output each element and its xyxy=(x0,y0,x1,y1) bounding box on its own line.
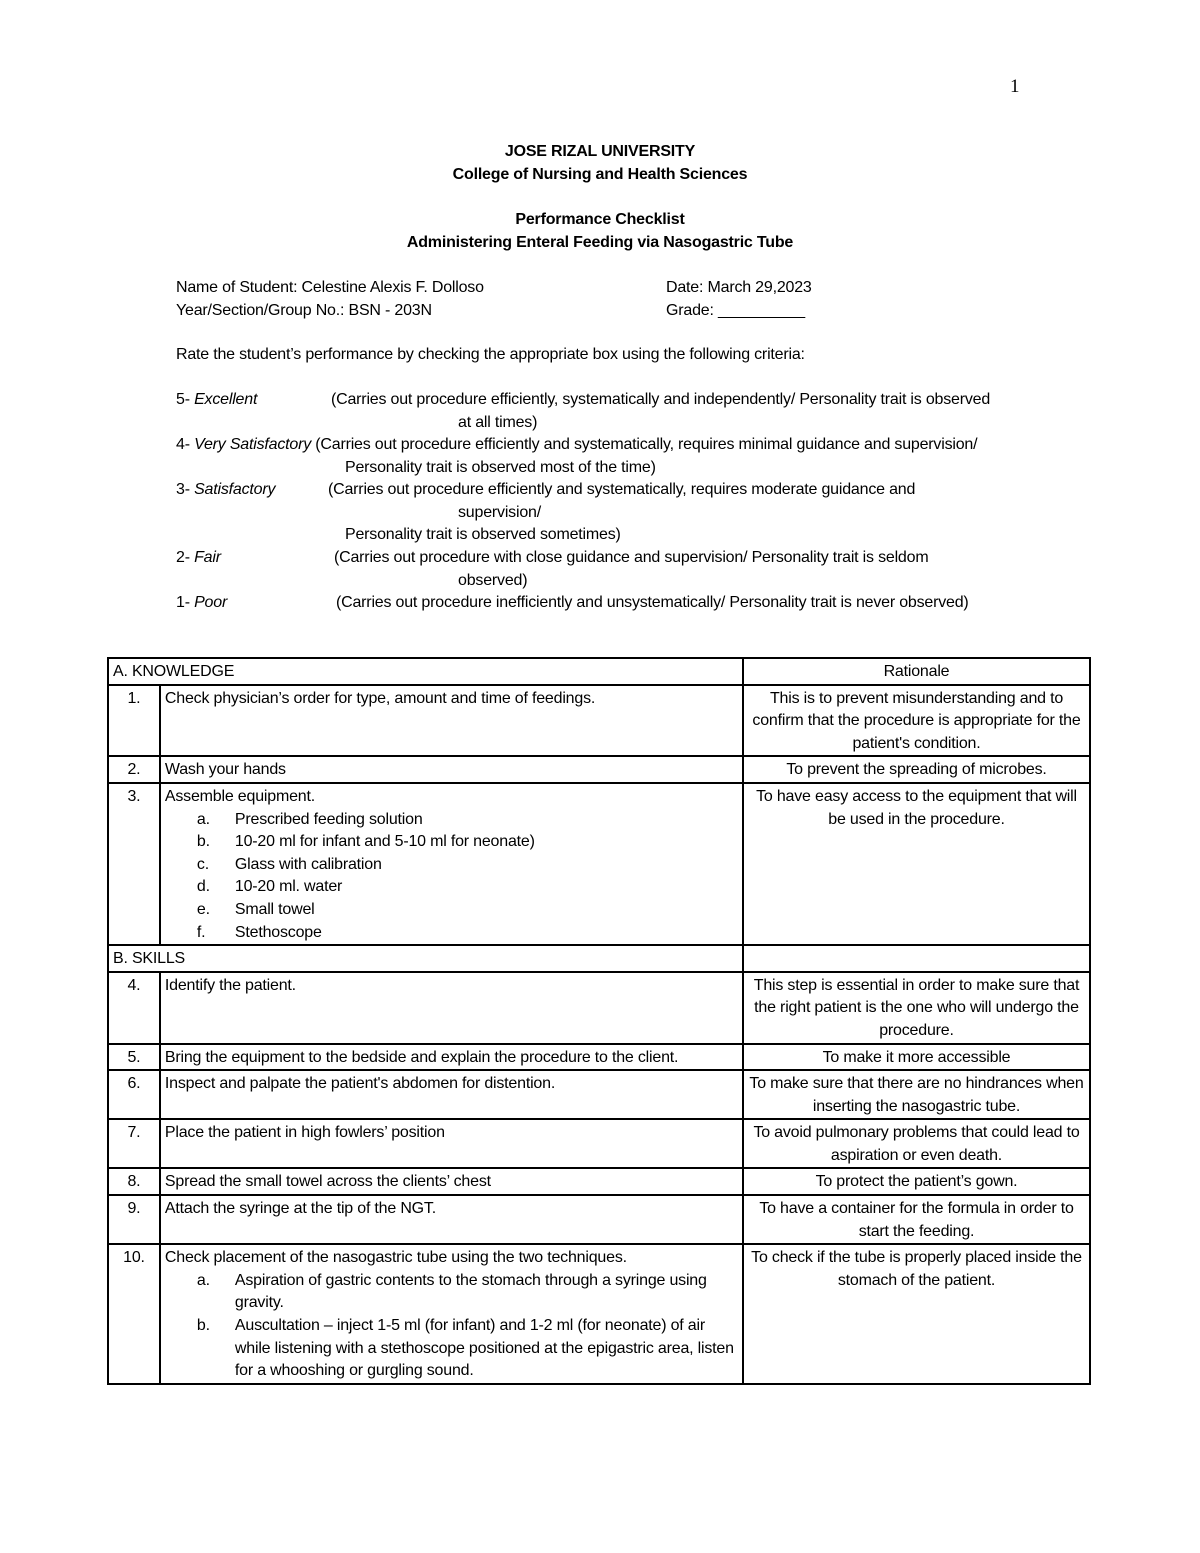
step-text: Bring the equipment to the bedside and explain the procedure to the client. xyxy=(160,1044,743,1071)
step-number: 5. xyxy=(108,1044,160,1071)
step-cell xyxy=(160,783,743,945)
procedure-title: Administering Enteral Feeding via Nasogastric Tube xyxy=(406,234,794,251)
criterion-1-label: Poor xyxy=(194,594,228,611)
date: Date: March 29,2023 xyxy=(666,279,812,296)
checklist-table xyxy=(107,657,1091,1385)
section-a-header-row xyxy=(108,658,1090,685)
criterion-3-desc-cont2: Personality trait is observed sometimes) xyxy=(345,526,621,543)
step-rationale: To protect the patient’s gown. xyxy=(743,1168,1090,1195)
step-text: Check physician’s order for type, amount and time of feedings. xyxy=(160,685,743,757)
year-section: Year/Section/Group No.: BSN - 203N xyxy=(176,302,432,319)
step-text: Inspect and palpate the patient's abdomen for distention. xyxy=(160,1070,743,1119)
step-text: Assemble equipment. xyxy=(164,787,315,805)
step-number: 3. xyxy=(108,783,160,945)
criterion-4-desc-cont: Personality trait is observed most of the time) xyxy=(345,459,656,476)
step-rationale: To have easy access to the equipment that will be used in the procedure. xyxy=(743,783,1090,945)
criterion-2-label: Fair xyxy=(194,549,221,566)
sub-item: a. Aspiration of gastric contents to the stomach through a syringe using gravity. xyxy=(196,1271,707,1312)
page-number: 1 xyxy=(1010,76,1020,97)
document-type: Performance Checklist xyxy=(515,211,685,228)
table-row xyxy=(108,756,1090,783)
step-number: 6. xyxy=(108,1070,160,1119)
table-row xyxy=(108,1044,1090,1071)
step-rationale: To make it more accessible xyxy=(743,1044,1090,1071)
step-rationale: To prevent the spreading of microbes. xyxy=(743,756,1090,783)
step-number: 9. xyxy=(108,1195,160,1244)
step-number: 2. xyxy=(108,756,160,783)
sub-item: e. Small towel xyxy=(196,900,315,918)
criterion-1-score: 1- Poor xyxy=(176,594,228,611)
empty-cell xyxy=(743,945,1090,972)
table-row xyxy=(108,1168,1090,1195)
criterion-2-desc: (Carries out procedure with close guidance and supervision/ Personality trait is seldom xyxy=(334,549,929,566)
criterion-5-desc: (Carries out procedure efficiently, systematically and independently/ Personality trait is observed xyxy=(331,391,991,408)
instructions: Rate the student’s performance by checking the appropriate box using the following criteria: xyxy=(176,346,805,363)
step-text: Spread the small towel across the clients’ chest xyxy=(160,1168,743,1195)
step-number: 1. xyxy=(108,685,160,757)
sub-item: f. Stethoscope xyxy=(196,923,322,941)
student-name: Name of Student: Celestine Alexis F. Dolloso xyxy=(176,279,484,296)
step-number: 7. xyxy=(108,1119,160,1168)
table-row xyxy=(108,1244,1090,1384)
step-text: Wash your hands xyxy=(160,756,743,783)
criterion-4-label: Very Satisfactory xyxy=(194,436,312,453)
criterion-3-score: 3- Satisfactory xyxy=(176,481,276,498)
table-row xyxy=(108,685,1090,757)
step-text: Identify the patient. xyxy=(160,972,743,1044)
university-name: JOSE RIZAL UNIVERSITY xyxy=(504,143,696,160)
college-name: College of Nursing and Health Sciences xyxy=(452,166,748,183)
step-rationale: To check if the tube is properly placed inside the stomach of the patient. xyxy=(743,1244,1090,1384)
sub-item: b. 10-20 ml for infant and 5-10 ml for neonate) xyxy=(196,833,535,851)
step-cell xyxy=(160,1244,743,1384)
section-b-header-row xyxy=(108,945,1090,972)
sub-item: d. 10-20 ml. water xyxy=(196,878,343,896)
criterion-5-label: Excellent xyxy=(194,391,258,408)
table-row xyxy=(108,1119,1090,1168)
step-number: 10. xyxy=(108,1244,160,1384)
criterion-2-score: 2- Fair xyxy=(176,549,221,566)
step-rationale: This step is essential in order to make sure that the right patient is the one who will undergo the procedure. xyxy=(743,972,1090,1044)
step-rationale: To have a container for the formula in order to start the feeding. xyxy=(743,1195,1090,1244)
grade: Grade: __________ xyxy=(666,302,805,319)
criterion-2-desc-cont: observed) xyxy=(458,572,528,589)
criterion-5-score: 5- Excellent xyxy=(176,391,258,408)
rationale-header: Rationale xyxy=(743,658,1090,685)
criterion-1-desc: (Carries out procedure inefficiently and unsystematically/ Personality trait is never observed) xyxy=(336,594,969,611)
criterion-3-desc-cont: supervision/ xyxy=(458,504,541,521)
step-text: Place the patient in high fowlers’ position xyxy=(160,1119,743,1168)
criterion-3-desc: (Carries out procedure efficiently and systematically, requires moderate guidance and xyxy=(328,481,916,498)
table-row xyxy=(108,1070,1090,1119)
table-row xyxy=(108,1195,1090,1244)
sub-item: b. Auscultation – inject 1-5 ml (for infant) and 1-2 ml (for neonate) of air while listening with a stethoscope positioned at the epigastric area, listen for a whooshing or gurgling sound. xyxy=(196,1317,734,1380)
section-a-title: A. KNOWLEDGE xyxy=(108,658,743,685)
table-row xyxy=(108,972,1090,1044)
sub-item: c. Glass with calibration xyxy=(196,855,382,873)
criterion-5-desc-cont: at all times) xyxy=(458,414,538,431)
step-number: 8. xyxy=(108,1168,160,1195)
step-number: 4. xyxy=(108,972,160,1044)
table-row xyxy=(108,783,1090,945)
section-b-title: B. SKILLS xyxy=(108,945,743,972)
step-text: Attach the syringe at the tip of the NGT. xyxy=(160,1195,743,1244)
step-rationale: To make sure that there are no hindrances when inserting the nasogastric tube. xyxy=(743,1070,1090,1119)
criterion-4: 4- Very Satisfactory (Carries out procedure efficiently and systematically, requires minimal guidance and supervision/ xyxy=(176,436,978,453)
step-text: Check placement of the nasogastric tube using the two techniques. xyxy=(164,1249,627,1267)
criterion-4-desc: (Carries out procedure efficiently and systematically, requires minimal guidance and supervision/ xyxy=(315,436,978,453)
step-rationale: To avoid pulmonary problems that could lead to aspiration or even death. xyxy=(743,1119,1090,1168)
sub-item: a. Prescribed feeding solution xyxy=(196,810,423,828)
criterion-3-label: Satisfactory xyxy=(194,481,276,498)
step-rationale: This is to prevent misunderstanding and to confirm that the procedure is appropriate for the patient's condition. xyxy=(743,685,1090,757)
